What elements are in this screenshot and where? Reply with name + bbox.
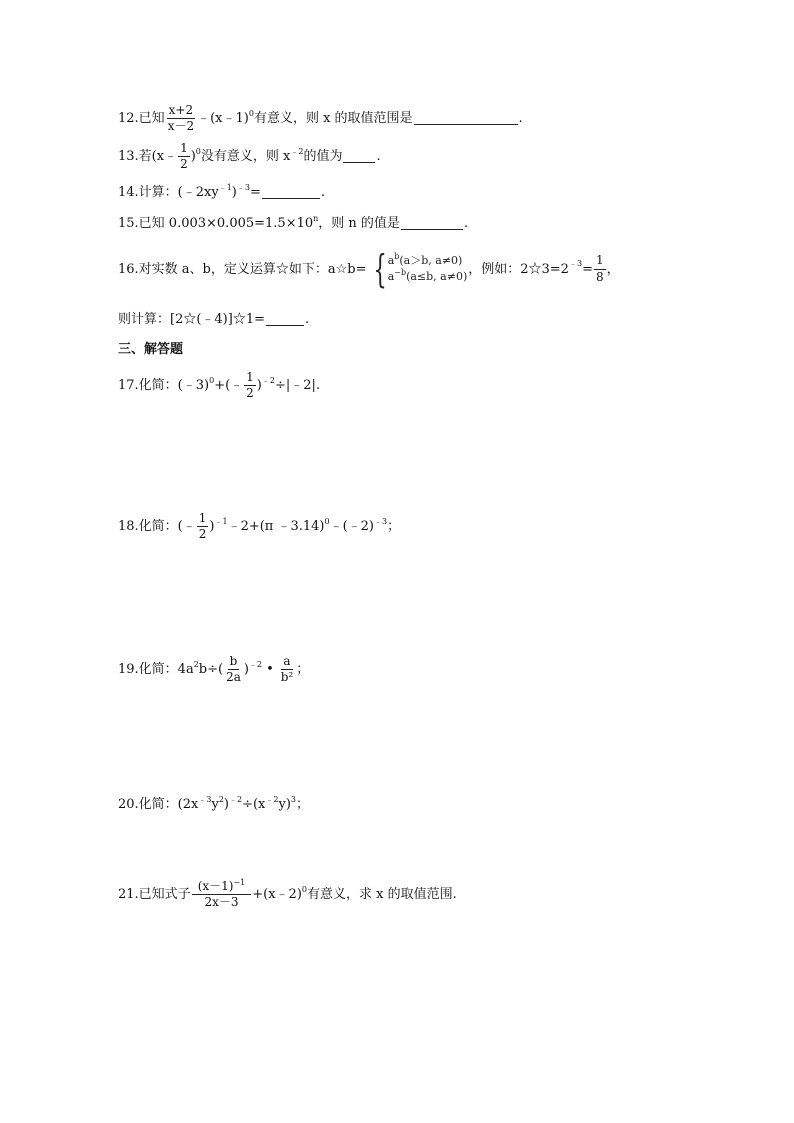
q20-mid4: y) (278, 797, 291, 812)
q16-case-1 (388, 253, 468, 270)
q16-case1-base: a (387, 253, 395, 267)
q16-case2-exp: −b (394, 268, 407, 277)
q14-prefix: 14.计算：(﹣2xy (118, 185, 219, 200)
q17-mid: +(﹣ (214, 378, 244, 394)
q19-exp: 2 (193, 659, 199, 669)
q14-suffix: = (249, 185, 261, 200)
q20-suffix: ； (295, 797, 309, 812)
q20-exp4: ﹣2 (265, 794, 279, 804)
q21-frac-num-exp: −1 (233, 878, 246, 887)
q18-frac-num: 1 (197, 512, 209, 527)
q13-mid: ) (190, 149, 196, 165)
q14-answer-blank[interactable] (262, 186, 320, 199)
q18-prefix: 18.化简：(﹣ (118, 519, 196, 535)
question-16-continued (118, 313, 309, 326)
q20-mid: y (211, 797, 219, 812)
q12-end: . (518, 111, 523, 127)
q16b-end: . (305, 312, 310, 327)
question-18 (118, 512, 400, 541)
q16-case1-exp: b (394, 251, 400, 261)
section-title: 三、解答题 (118, 342, 184, 357)
q16b-text: 则计算：[2☆(﹣4)]☆1= (118, 312, 265, 327)
q19-suffix: ； (296, 662, 310, 678)
q16-end: ， (606, 261, 620, 277)
q20-mid2: ) (223, 797, 229, 812)
q17-exp: 0 (209, 375, 215, 385)
question-12 (118, 104, 523, 133)
q16-answer-blank[interactable] (266, 313, 304, 326)
q19-mid2: ) (243, 662, 249, 678)
q16-case1-cond: (a＞b, a≠0) (399, 253, 463, 267)
q14-exp: ﹣1 (218, 182, 232, 192)
q19-frac-den: 2a (226, 670, 241, 685)
q18-fraction (197, 512, 209, 541)
q18-mid2: ﹣2+(π ﹣3.14) (227, 519, 325, 535)
q16-piecewise (368, 247, 468, 291)
q16-example: ，例如：2☆3=2 (468, 261, 569, 277)
q17-exp2: ﹣2 (261, 375, 275, 385)
question-21 (118, 880, 457, 909)
q13-exp2: ﹣2 (290, 146, 304, 156)
q16-example-eq: = (582, 261, 593, 277)
q20-exp2: 2 (218, 794, 224, 804)
q15-exp: n (313, 213, 319, 223)
q17-fraction (244, 371, 256, 400)
q13-answer-blank[interactable] (343, 150, 375, 163)
q12-mid: ﹣(x﹣1) (197, 111, 249, 127)
question-13 (118, 142, 381, 171)
question-16 (118, 247, 620, 291)
question-15 (118, 213, 469, 231)
q18-exp: ﹣1 (214, 516, 228, 526)
section-heading (118, 343, 183, 356)
q18-frac-den: 2 (198, 527, 207, 542)
q16-case2-base: a (387, 270, 395, 283)
q21-frac-num-wrap (192, 880, 252, 895)
question-19 (118, 655, 309, 684)
q18-exp2: 0 (324, 516, 330, 526)
q12-exp: 0 (248, 108, 254, 118)
q16-case-2 (388, 269, 468, 286)
q12-frac-num: x+2 (167, 104, 195, 119)
q19-mid: b÷( (198, 662, 224, 678)
question-20 (118, 794, 309, 812)
q15-end: . (463, 216, 469, 231)
q19-mid3: • (266, 662, 274, 678)
q16-example-exp: ﹣3 (568, 259, 583, 268)
q16-frac-den: 8 (595, 269, 604, 284)
q20-mid3: ÷(x (242, 797, 266, 812)
q18-suffix: ； (387, 519, 401, 535)
q21-frac-den: 2x－3 (204, 895, 239, 910)
q12-fraction (166, 104, 196, 133)
q17-frac-num: 1 (244, 371, 256, 386)
q17-frac-den: 2 (246, 386, 254, 401)
q17-suffix: ÷|﹣2|. (274, 378, 321, 394)
q20-exp3: ﹣2 (228, 794, 243, 804)
q21-prefix: 21.已知式子 (118, 887, 191, 903)
q21-mid: +(x﹣2) (252, 887, 302, 903)
q15-suffix: ，则 n 的值是 (318, 216, 400, 231)
q19-exp2: ﹣2 (248, 659, 263, 669)
q16-fraction (594, 254, 606, 283)
q16-prefix: 16.对实数 a、b，定义运算☆如下：a☆b= (118, 261, 367, 277)
q21-frac-num: (x－1) (197, 879, 234, 893)
q19-frac-num: b (228, 655, 240, 670)
q21-fraction (192, 880, 252, 909)
q12-prefix: 12.已知 (118, 111, 165, 127)
q19-prefix: 19.化简：4a (118, 662, 194, 678)
q18-mid: ) (209, 519, 215, 535)
q15-answer-blank[interactable] (401, 217, 463, 230)
q20-exp5: 3 (290, 794, 296, 804)
q19-frac2-den: b² (280, 670, 294, 685)
question-17 (118, 371, 320, 400)
q20-prefix: 20.化简：(2x (118, 797, 199, 812)
q20-exp: ﹣3 (198, 794, 212, 804)
q17-prefix: 17.化简：(﹣3) (118, 378, 210, 394)
q14-exp2: ﹣3 (236, 182, 250, 192)
q18-exp3: ﹣3 (374, 516, 388, 526)
q13-end: . (376, 149, 381, 165)
q13-prefix: 13.若(x﹣ (118, 149, 178, 165)
q13-exp: 0 (195, 146, 201, 156)
q21-suffix: 有意义，求 x 的取值范围. (307, 887, 457, 903)
q12-suffix: 有意义，则 x 的取值范围是 (253, 111, 413, 127)
q19-fraction-2 (279, 655, 296, 684)
q19-frac2-num: a (281, 655, 292, 670)
question-14 (118, 182, 326, 200)
q18-mid3: ﹣(﹣2) (329, 519, 375, 535)
q13-frac-den: 2 (180, 157, 188, 172)
q16-cases (388, 253, 468, 286)
q16-frac-num: 1 (594, 254, 606, 269)
q12-frac-den: x－2 (167, 119, 195, 134)
q13-fraction (178, 142, 190, 171)
q16-brace: { (372, 247, 387, 291)
q13-frac-num: 1 (178, 142, 190, 157)
q14-end: . (320, 185, 326, 200)
q14-mid: ) (231, 185, 237, 200)
q16-case2-cond: (a≤b, a≠0) (406, 270, 468, 283)
q12-answer-blank[interactable] (414, 112, 518, 125)
q19-fraction (224, 655, 243, 684)
q21-exp: 0 (301, 884, 307, 894)
q17-mid2: ) (256, 378, 262, 394)
q13-suffix: 的值为 (303, 149, 343, 165)
q13-mid2: 没有意义，则 x (200, 149, 291, 165)
q15-prefix: 15.已知 0.003×0.005=1.5×10 (118, 216, 314, 231)
